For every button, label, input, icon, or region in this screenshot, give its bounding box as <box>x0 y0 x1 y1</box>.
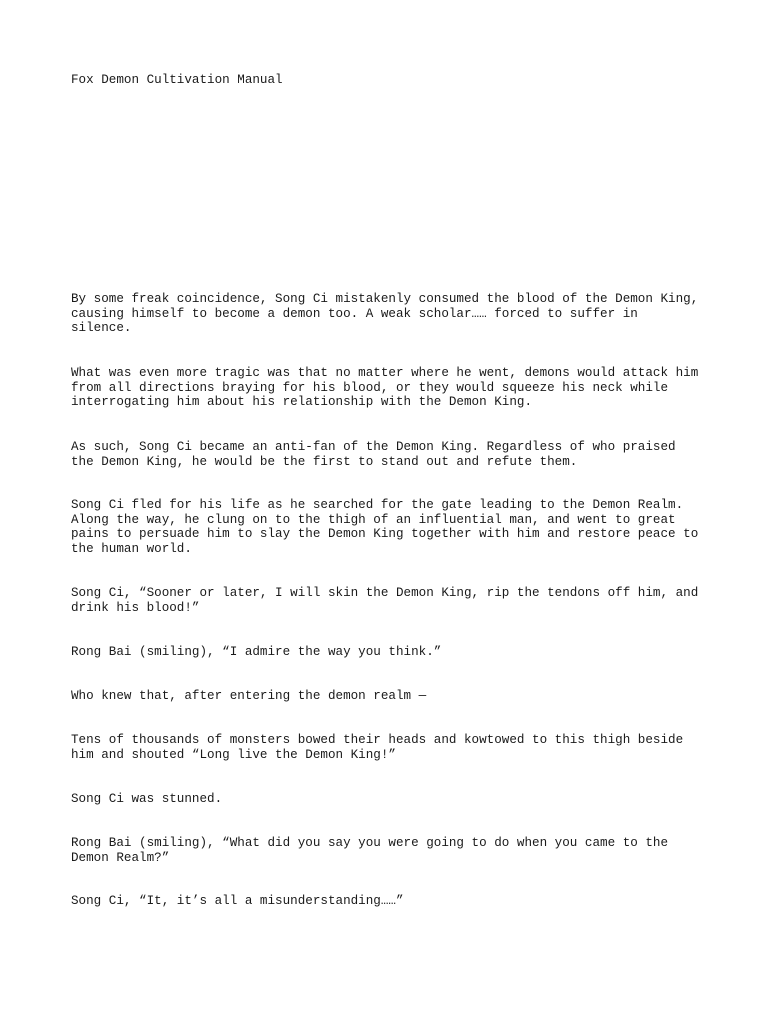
paragraph-demon-realm: Who knew that, after entering the demon realm — <box>71 689 427 703</box>
paragraph-journey: Song Ci fled for his life as he searched for the gate leading to the Demon Realm. Along the way, he clung on to the thigh of an influential man, and went to great pains to persuade him to slay the Demon King together with him and restore peace to the human world. <box>71 498 699 557</box>
paragraph-curse: By some freak coincidence, Song Ci mistakenly consumed the blood of the Demon King, causing himself to become a demon too. A weak scholar…… forced to suffer in silence. <box>71 292 699 336</box>
paragraph-anti-fan: As such, Song Ci became an anti-fan of the Demon King. Regardless of who praised the Demon King, he would be the first to stand out and refute them. <box>71 440 676 469</box>
paragraph-stunned: Song Ci was stunned. <box>71 792 223 806</box>
paragraph-admire: Rong Bai (smiling), “I admire the way you think.” <box>71 645 442 659</box>
document-title: Fox Demon Cultivation Manual <box>71 73 283 87</box>
paragraph-threat: Song Ci, “Sooner or later, I will skin the Demon King, rip the tendons off him, and drink his blood!” <box>71 586 699 615</box>
paragraph-misunderstanding: Song Ci, “It, it’s all a misunderstanding……” <box>71 894 404 908</box>
paragraph-kowtow: Tens of thousands of monsters bowed their heads and kowtowed to this thigh beside him and shouted “Long live the Demon King!” <box>71 733 684 762</box>
paragraph-question: Rong Bai (smiling), “What did you say you were going to do when you came to the Demon Realm?” <box>71 836 669 865</box>
paragraph-attacks: What was even more tragic was that no matter where he went, demons would attack him from all directions braying for his blood, or they would squeeze his neck while interrogating him about his relationship with the Demon King. <box>71 366 699 410</box>
